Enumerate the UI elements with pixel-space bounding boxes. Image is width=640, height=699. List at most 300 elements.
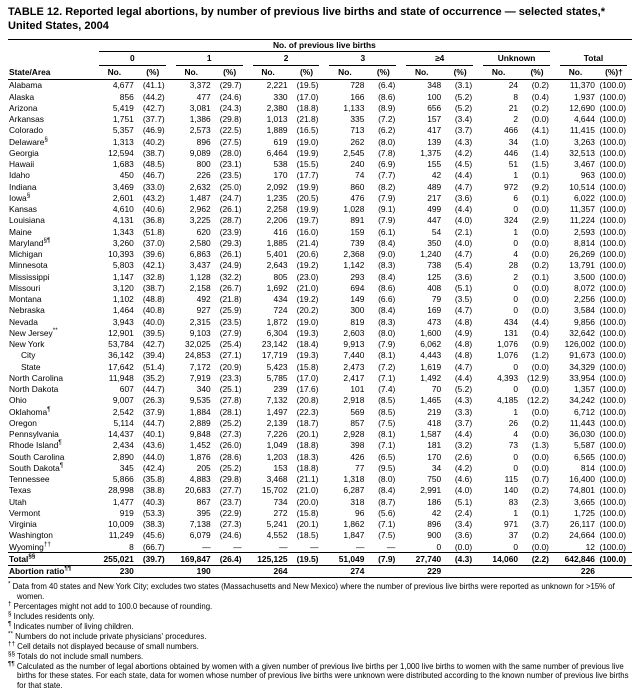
- cell-count: 891: [350, 215, 365, 226]
- cell-percent: (8.5): [378, 406, 396, 417]
- cell-percent: (12.2): [527, 395, 549, 406]
- cell-count: 9,848: [189, 429, 211, 439]
- cell-count: 1,847: [343, 530, 365, 541]
- cell-percent: (5.2): [454, 91, 473, 102]
- cell-percent: (8.3): [378, 316, 396, 327]
- cell-percent: (26.7): [219, 282, 242, 293]
- cell-percent: (100.0): [599, 282, 626, 293]
- cell-percent: (53.3): [142, 507, 165, 518]
- cell-percent: (42.7): [142, 339, 165, 349]
- cell-percent: (100.0): [599, 181, 626, 192]
- cell-percent: (3.5): [454, 294, 473, 304]
- cell-percent: (0.0): [531, 384, 549, 394]
- cell-percent: (19.7): [296, 215, 319, 226]
- cell-percent: (100.0): [599, 192, 626, 203]
- table-row: [8, 541, 632, 553]
- table-row: [8, 361, 632, 372]
- table-row: [8, 339, 632, 350]
- cell-count: 0: [513, 462, 519, 473]
- births-span-header-cell: [94, 39, 555, 53]
- table-row: [8, 237, 632, 248]
- cell-percent: (25.2): [219, 417, 242, 428]
- cell-count: 17,719: [261, 350, 288, 361]
- cell-percent: (32.2): [219, 271, 242, 282]
- cell-count: 1,876: [189, 451, 211, 462]
- cell-count: 10,514: [569, 181, 595, 192]
- cell-percent: (25.1): [219, 384, 242, 394]
- cell-count: 3,943: [112, 316, 134, 327]
- row-label: Nebraska: [9, 305, 45, 316]
- cell-count: 450: [119, 170, 134, 181]
- cell-count: 335: [350, 114, 365, 124]
- cell-count: 272: [273, 507, 288, 518]
- percent-column-header: (%): [212, 66, 248, 79]
- cell-count: 33,954: [569, 372, 595, 383]
- cell-percent: (100.0): [599, 91, 626, 102]
- cell-count: 1: [513, 507, 519, 518]
- cell-percent: (6.4): [378, 80, 396, 91]
- cell-percent: (28.7): [219, 215, 242, 226]
- cell-count: 728: [350, 80, 365, 91]
- cell-count: 619: [273, 136, 288, 147]
- cell-percent: (24.6): [219, 530, 242, 541]
- cell-percent: (100.0): [599, 159, 626, 169]
- cell-percent: (100.0): [599, 519, 626, 529]
- cell-count: 5,423: [266, 361, 288, 372]
- cell-percent: (20.9): [219, 361, 242, 372]
- cell-percent: (18.4): [296, 339, 319, 349]
- cell-count: 3,437: [189, 260, 211, 271]
- cell-percent: (100.0): [599, 395, 626, 406]
- cell-count: 1,076: [497, 350, 519, 361]
- table-row: [8, 249, 632, 260]
- cell-percent: (27.5): [219, 136, 242, 147]
- cell-percent: (100.0): [599, 474, 626, 484]
- cell-count: 569: [350, 406, 365, 417]
- cell-count: 181: [427, 440, 442, 451]
- cell-count: 34: [508, 136, 519, 147]
- cell-count: 4,677: [112, 80, 134, 91]
- table-row: [8, 181, 632, 192]
- footnote-marker: †: [8, 600, 12, 608]
- cell-count: 226: [555, 565, 596, 577]
- cell-count: 1,375: [420, 147, 442, 158]
- cell-percent: (40.2): [142, 136, 165, 147]
- cell-percent: (8.4): [378, 305, 396, 316]
- cell-count: 1,076: [497, 339, 519, 349]
- cell-count: 126,002: [564, 339, 595, 349]
- count-column-header: No.: [324, 66, 365, 79]
- cell-percent: (20.0): [296, 496, 319, 507]
- cell-percent: (100.0): [599, 294, 626, 304]
- cell-count: 1,725: [573, 507, 595, 518]
- cell-count: 2,139: [266, 417, 288, 428]
- cell-percent: (100.0): [599, 260, 626, 271]
- cell-count: 239: [273, 384, 288, 394]
- cell-percent: (7.1): [378, 519, 396, 529]
- cell-percent: (4.4): [454, 372, 473, 383]
- cell-count: 4,610: [112, 204, 134, 214]
- cell-count: 805: [273, 271, 288, 282]
- cell-count: 74: [355, 170, 365, 181]
- cell-count: 466: [504, 125, 519, 136]
- cell-count: 1,464: [112, 305, 134, 316]
- cell-count: 4,393: [497, 372, 519, 383]
- row-label: Michigan: [9, 249, 43, 259]
- cell-count: 0: [513, 305, 519, 316]
- cell-count: 36,142: [108, 350, 134, 361]
- cell-percent: (28.0): [219, 147, 242, 158]
- table-row: [8, 417, 632, 428]
- cell-count: 446: [504, 147, 519, 158]
- table-row: [8, 565, 632, 577]
- cell-count: 750: [427, 474, 442, 484]
- cell-count: 6,022: [573, 192, 595, 203]
- table-row: [8, 519, 632, 530]
- cell-percent: (9.0): [378, 249, 396, 259]
- cell-count: 738: [427, 260, 442, 271]
- row-label: Pennsylvania: [9, 429, 59, 439]
- row-label: City: [21, 350, 36, 361]
- cell-percent: (4.4): [454, 170, 473, 181]
- cell-count: 7,226: [266, 429, 288, 439]
- cell-count: 476: [350, 192, 365, 203]
- row-label: Nevada: [9, 316, 38, 327]
- cell-count: 1,102: [112, 294, 134, 304]
- count-column-header: No.: [401, 66, 442, 79]
- cell-percent: (9.2): [531, 181, 549, 192]
- row-label: Maine: [9, 226, 32, 237]
- cell-percent: (19.0): [296, 316, 319, 327]
- cell-percent: (8.0): [378, 327, 396, 338]
- row-label: Virginia: [9, 519, 37, 529]
- cell-count: 350: [427, 237, 442, 248]
- cell-percent: (4.8): [454, 316, 473, 327]
- table-row: [8, 260, 632, 271]
- cell-count: 42: [431, 507, 442, 518]
- cell-percent: (8.6): [378, 282, 396, 293]
- cell-count: 3,469: [112, 181, 134, 192]
- cell-count: —: [356, 541, 365, 552]
- cell-count: 819: [350, 316, 365, 327]
- cell-count: 155: [427, 159, 442, 169]
- row-label: North Carolina: [9, 372, 63, 383]
- table-row: [8, 204, 632, 215]
- cell-count: 1,240: [420, 249, 442, 259]
- cell-percent: (8.4): [378, 485, 396, 496]
- cell-count: 16,400: [569, 474, 595, 484]
- cell-count: 2,643: [266, 260, 288, 271]
- cell-percent: (44.0): [142, 451, 165, 462]
- row-label: New Jersey**: [9, 326, 58, 338]
- cell-count: 0: [513, 237, 519, 248]
- cell-percent: (0.0): [531, 451, 549, 462]
- cell-count: 274: [324, 565, 365, 577]
- cell-percent: (19.3): [296, 350, 319, 361]
- cell-percent: (40.0): [142, 316, 165, 327]
- cell-count: 91,673: [569, 350, 595, 361]
- cell-percent: (4.3): [442, 553, 478, 565]
- cell-count: 4: [513, 429, 519, 439]
- cell-percent: (100.0): [599, 226, 626, 237]
- cell-percent: (0.2): [531, 485, 549, 496]
- cell-percent: (100.0): [599, 305, 626, 316]
- cell-count: 1,751: [112, 114, 134, 124]
- cell-percent: (1.2): [531, 350, 549, 361]
- cell-count: 217: [427, 192, 442, 203]
- table-row: [8, 350, 632, 361]
- cell-count: 2,991: [420, 485, 442, 496]
- table-row: [8, 395, 632, 406]
- cell-percent: (4.4): [531, 316, 549, 327]
- cell-count: 1,465: [420, 395, 442, 406]
- cell-percent: (25.9): [219, 305, 242, 316]
- cell-percent: (0.0): [531, 462, 549, 473]
- cell-percent: (39.7): [135, 553, 171, 565]
- footnote: ¶ Indicates number of living children.: [8, 620, 134, 631]
- table-row: [8, 384, 632, 395]
- cell-percent: (8.7): [378, 496, 396, 507]
- cell-count: 1,452: [189, 440, 211, 451]
- table-row: [8, 530, 632, 541]
- cell-count: 2,158: [189, 282, 211, 293]
- cell-count: 8,072: [573, 282, 595, 293]
- cell-count: 11,415: [569, 125, 595, 136]
- cell-percent: (0.2): [531, 417, 549, 428]
- cell-percent: (51.4): [142, 361, 165, 372]
- cell-percent: (38.7): [142, 147, 165, 158]
- cell-count: 856: [119, 91, 134, 102]
- cell-percent: [519, 565, 555, 577]
- table-row: [8, 553, 632, 565]
- cell-count: 5,803: [112, 260, 134, 271]
- cell-count: 417: [427, 125, 442, 136]
- cell-count: 83: [508, 496, 519, 507]
- cell-count: 28,998: [108, 485, 134, 496]
- cell-count: 2,889: [189, 417, 211, 428]
- cell-percent: (20.1): [296, 519, 319, 529]
- cell-count: [478, 565, 519, 577]
- cell-percent: (35.8): [142, 474, 165, 484]
- cell-percent: (4.0): [454, 215, 473, 226]
- cell-percent: (8.5): [378, 395, 396, 406]
- cell-percent: (23.3): [219, 372, 242, 383]
- cell-percent: (7.8): [378, 147, 396, 158]
- cell-count: 9,913: [343, 339, 365, 349]
- cell-percent: (26.1): [219, 204, 242, 214]
- cell-percent: (8.0): [378, 474, 396, 484]
- row-label: Minnesota: [9, 260, 48, 271]
- cell-percent: (100.0): [599, 102, 626, 113]
- cell-count: 32,025: [185, 339, 211, 349]
- cell-count: 489: [427, 181, 442, 192]
- row-label: Ohio: [9, 395, 27, 406]
- cell-percent: (38.3): [142, 519, 165, 529]
- cell-count: 473: [427, 316, 442, 327]
- cell-percent: (27.1): [219, 350, 242, 361]
- cell-percent: (0.4): [531, 91, 549, 102]
- cell-count: 0: [513, 282, 519, 293]
- cell-percent: (5.2): [454, 384, 473, 394]
- cell-percent: (100.0): [599, 170, 626, 181]
- cell-count: 2,580: [189, 237, 211, 248]
- cell-count: 492: [196, 294, 211, 304]
- row-label: Mississippi: [9, 271, 50, 282]
- cell-percent: (0.0): [531, 249, 549, 259]
- cell-count: 656: [427, 102, 442, 113]
- cell-count: 896: [196, 136, 211, 147]
- cell-percent: (7.2): [378, 361, 396, 372]
- cell-count: 1,492: [420, 372, 442, 383]
- cell-count: 10,393: [108, 249, 134, 259]
- cell-percent: (100.0): [596, 553, 632, 565]
- cell-count: 34,242: [569, 395, 595, 406]
- cell-percent: (100.0): [599, 372, 626, 383]
- cell-percent: (7.2): [378, 114, 396, 124]
- cell-percent: (100.0): [599, 339, 626, 349]
- cell-count: 1,013: [266, 114, 288, 124]
- footnote-marker: ¶: [8, 620, 12, 628]
- row-label: New York: [9, 339, 45, 349]
- percent-column-header: (%): [442, 66, 478, 79]
- cell-count: 2,434: [112, 440, 134, 451]
- cell-count: 395: [196, 507, 211, 518]
- table-row: [8, 170, 632, 181]
- cell-percent: (100.0): [599, 485, 626, 496]
- count-column-header: No.: [248, 66, 289, 79]
- cell-percent: (100.0): [599, 114, 626, 124]
- cell-count: 896: [427, 519, 442, 529]
- row-label: Rhode Island¶: [9, 439, 62, 451]
- cell-percent: (27.7): [219, 485, 242, 496]
- cell-count: 694: [350, 282, 365, 293]
- cell-count: 1: [513, 406, 519, 417]
- cell-count: 6,565: [573, 451, 595, 462]
- row-label: Alabama: [9, 80, 43, 91]
- cell-percent: (0.0): [454, 541, 473, 552]
- cell-percent: (3.6): [454, 271, 473, 282]
- cell-percent: (20.2): [296, 305, 319, 316]
- cell-count: 169: [427, 305, 442, 316]
- cell-percent: (2.3): [531, 496, 549, 507]
- cell-percent: (7.5): [378, 417, 396, 428]
- cell-percent: (38.7): [142, 282, 165, 293]
- table-row: [8, 102, 632, 113]
- cell-count: 1,600: [420, 327, 442, 338]
- cell-percent: (100.0): [599, 249, 626, 259]
- cell-count: 642,846: [555, 553, 596, 565]
- cell-count: 330: [273, 91, 288, 102]
- cell-percent: (24.6): [219, 91, 242, 102]
- cell-percent: (7.4): [378, 384, 396, 394]
- cell-percent: (1.0): [531, 136, 549, 147]
- cell-percent: (4.8): [454, 339, 473, 349]
- cell-percent: (0.0): [531, 429, 549, 439]
- cell-count: 1,587: [420, 429, 442, 439]
- cell-percent: (17.6): [296, 384, 319, 394]
- cell-percent: (100.0): [599, 271, 626, 282]
- cell-count: 169,847: [171, 553, 212, 565]
- table-row: [8, 271, 632, 282]
- cell-percent: (43.6): [142, 440, 165, 451]
- cell-percent: (16.0): [296, 226, 319, 237]
- cell-percent: (19.2): [296, 260, 319, 271]
- cell-count: 1,884: [189, 406, 211, 417]
- cell-percent: (3.6): [454, 192, 473, 203]
- cell-count: 3,260: [112, 237, 134, 248]
- cell-count: 860: [350, 181, 365, 192]
- row-label: Indiana: [9, 181, 37, 192]
- row-label: Colorado: [9, 125, 43, 136]
- cell-count: 1,885: [266, 237, 288, 248]
- table-body: [8, 79, 632, 577]
- cell-percent: (21.1): [296, 474, 319, 484]
- cell-percent: (19.0): [296, 136, 319, 147]
- cell-percent: [442, 565, 478, 577]
- footnote: * Data from 40 states and New York City; excludes two states (Massachusetts and New Mexico) where the number of previous live births were reported as unknown for >15% of women.: [8, 580, 615, 601]
- cell-count: 42: [431, 170, 442, 181]
- cell-count: 340: [196, 384, 211, 394]
- header-group-row: [8, 53, 632, 66]
- cell-count: 32,513: [569, 147, 595, 158]
- cell-count: 434: [273, 294, 288, 304]
- cell-count: 345: [119, 462, 134, 473]
- cell-percent: (29.3): [219, 237, 242, 248]
- cell-percent: (100.0): [599, 429, 626, 439]
- cell-percent: (0.0): [531, 204, 549, 214]
- cell-count: 6,464: [266, 147, 288, 158]
- cell-percent: (23.1): [219, 159, 242, 169]
- cell-percent: (3.4): [454, 519, 473, 529]
- cell-percent: (6.1): [378, 226, 396, 237]
- cell-percent: (4.0): [454, 485, 473, 496]
- cell-count: 713: [350, 125, 365, 136]
- cell-count: 2,315: [189, 316, 211, 327]
- cell-count: 1,619: [420, 361, 442, 372]
- cell-percent: (7.9): [365, 553, 401, 565]
- cell-percent: (4.5): [454, 159, 473, 169]
- cell-percent: (29.7): [219, 80, 242, 91]
- cell-count: 12,594: [108, 147, 134, 158]
- cell-count: 900: [427, 530, 442, 541]
- cell-count: 418: [427, 417, 442, 428]
- cell-percent: (42.4): [142, 462, 165, 473]
- header-spacer: [555, 39, 632, 53]
- table-row: [8, 327, 632, 338]
- cell-count: 9,007: [112, 395, 134, 406]
- cell-count: 32,642: [569, 327, 595, 338]
- cell-percent: (100.0): [599, 350, 626, 361]
- footnote-marker: ††: [8, 639, 16, 647]
- cell-count: 34: [431, 462, 442, 473]
- col-group-1: 1: [171, 53, 248, 66]
- cell-count: 11,224: [569, 215, 595, 226]
- cell-count: 240: [350, 159, 365, 169]
- cell-count: 1,683: [112, 159, 134, 169]
- cell-count: 125: [427, 271, 442, 282]
- row-label: Utah: [9, 496, 27, 507]
- cell-percent: (0.7): [531, 474, 549, 484]
- cell-count: 131: [504, 327, 519, 338]
- cell-count: 620: [196, 226, 211, 237]
- cell-percent: (0.0): [531, 406, 549, 417]
- cell-percent: (3.2): [454, 440, 473, 451]
- cell-count: 11,357: [569, 204, 595, 214]
- cell-count: 9,535: [189, 395, 211, 406]
- cell-count: 1,203: [266, 451, 288, 462]
- cell-percent: (7.9): [378, 215, 396, 226]
- cell-count: 1,357: [573, 384, 595, 394]
